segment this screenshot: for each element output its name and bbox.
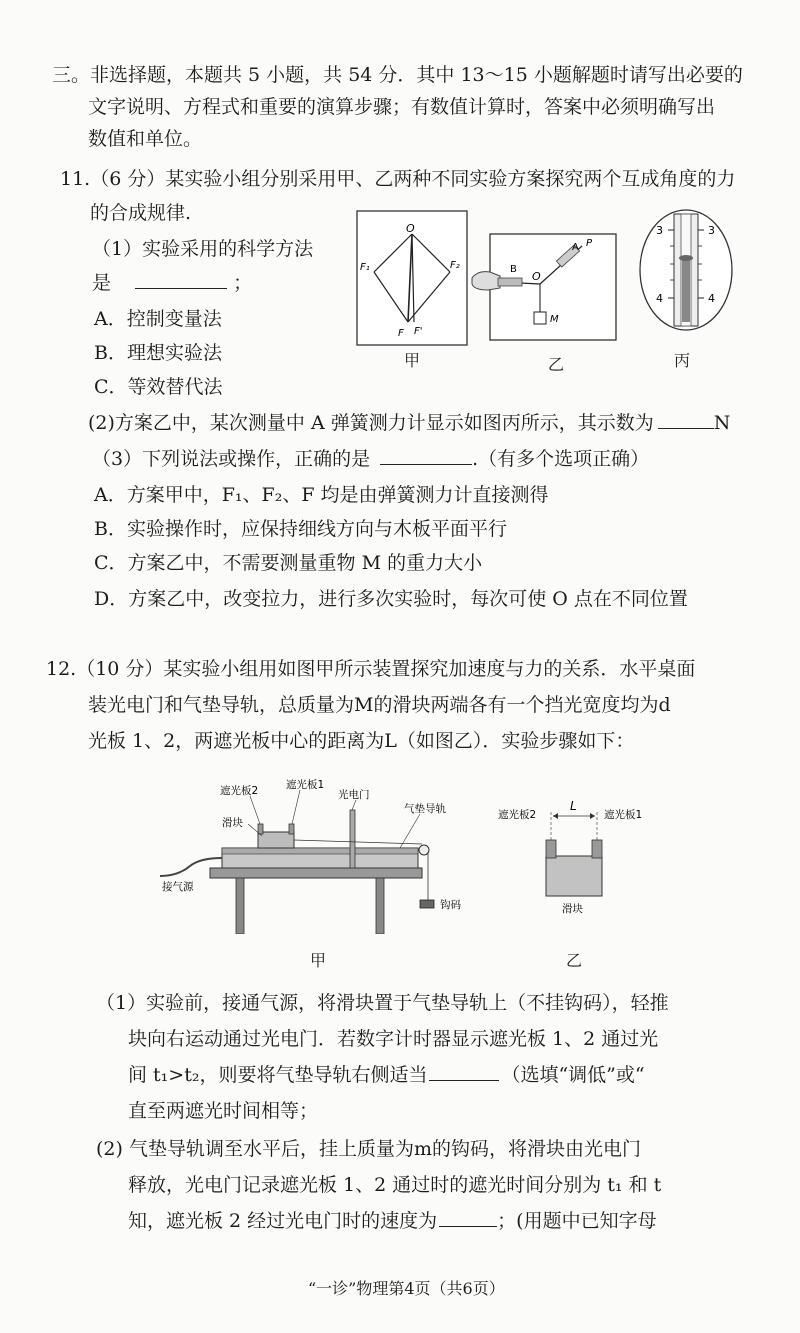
q12-yi-label-slider: 滑块	[562, 903, 583, 915]
q12-part1-line3-prompt: 间 t₁>t₂，则要将气垫导轨右侧适当	[128, 1064, 428, 1086]
q11-bing-tick-4-right: 4	[708, 292, 715, 305]
q12-stem-line2: 装光电门和气垫导轨，总质量为M的滑块两端各有一个挡光宽度均为d	[88, 694, 671, 716]
q12-jia-label-rail: 气垫导轨	[404, 803, 446, 815]
q12-jia-label-weight: 钩码	[440, 899, 461, 911]
q11-jia-label-f2: F₂	[450, 260, 460, 271]
q11-part1-prompt: （1）实验采用的科学方法	[92, 238, 314, 260]
q11-yi-label-a: A	[572, 242, 579, 253]
q12-yi-label-shade2: 遮光板2	[498, 809, 537, 821]
q12-part2-line2: 释放，光电门记录遮光板 1、2 通过时的遮光时间分别为 t₁ 和 t	[128, 1174, 662, 1196]
q11-part1-suffix: ；	[233, 272, 253, 294]
q12-part1-line3-suffix: （选填“调低”或“	[501, 1064, 645, 1086]
q11-statement-a: A．方案甲中，F₁、F₂、F 均是由弹簧测力计直接测得	[94, 484, 549, 506]
q11-yi-label-p: P	[586, 238, 593, 249]
q11-part2-answer-blank[interactable]	[658, 428, 714, 429]
q12-figure-yi-caption: 乙	[566, 951, 583, 970]
q11-stem-line1: 11.（6 分）某实验小组分别采用甲、乙两种不同实验方案探究两个互成角度的力	[60, 168, 736, 190]
q11-part1-answer-blank[interactable]	[135, 288, 227, 289]
q11-figure-yi	[470, 232, 620, 344]
q12-figure-jia-caption: 甲	[310, 951, 327, 970]
q11-statement-d: D．方案乙中，改变拉力，进行多次实验时，每次可使 O 点在不同位置	[94, 588, 688, 610]
q11-option-b: B．理想实验法	[94, 342, 222, 364]
q11-part3-line	[92, 446, 649, 472]
q11-yi-label-b: B	[510, 264, 517, 275]
q11-statement-b: B．实验操作时，应保持细线方向与木板平面平行	[94, 518, 507, 540]
q12-yi-label-l: L	[570, 799, 577, 813]
q11-jia-label-o: O	[406, 222, 415, 235]
q11-jia-label-f: F	[398, 328, 404, 339]
q12-part1-line4: 直至两遮光时间相等；	[128, 1100, 319, 1122]
q11-part3-suffix: .（有多个选项正确）	[472, 448, 650, 470]
q12-stem-line1: 12.（10 分）某实验小组用如图甲所示装置探究加速度与力的关系．水平桌面	[46, 658, 696, 680]
section-instruction-line3: 数值和单位。	[88, 128, 203, 150]
q11-yi-label-o: O	[532, 270, 541, 283]
q11-stem-line2: 的合成规律.	[90, 202, 192, 224]
page-footer: “一诊”物理第4页（共6页）	[308, 1279, 505, 1298]
q12-part1-line3	[128, 1062, 645, 1088]
q11-bing-tick-4-left: 4	[656, 292, 663, 305]
section-instruction-line1: 三。非选择题，本题共 5 小题，共 54 分．其中 13～15 小题解题时请写出必要的	[52, 64, 743, 86]
q12-figure-yi	[496, 796, 656, 926]
q12-jia-label-shade2: 遮光板2	[220, 785, 259, 797]
q11-part3-answer-blank[interactable]	[380, 464, 472, 465]
q11-yi-label-m: M	[550, 314, 559, 325]
q11-part3-prompt: （3）下列说法或操作，正确的是	[92, 448, 371, 470]
q12-part1-answer-blank[interactable]	[429, 1080, 499, 1081]
q12-part2-line3	[128, 1208, 657, 1234]
q11-figure-bing-caption: 丙	[674, 351, 691, 370]
q11-figure-jia-caption: 甲	[404, 351, 421, 370]
q11-jia-label-fprime: F'	[414, 326, 423, 337]
q12-yi-label-shade1: 遮光板1	[604, 809, 643, 821]
q12-part2-line3-suffix: ；(用题中已知字母	[497, 1210, 657, 1232]
section-instruction-line2: 文字说明、方程式和重要的演算步骤；有数值计算时，答案中必须明确写出	[88, 96, 716, 118]
q12-part2-line3-prompt: 知，遮光板 2 经过光电门时的速度为	[128, 1210, 438, 1232]
q11-part1-answer-line	[92, 270, 252, 296]
q11-bing-tick-3-right: 3	[708, 224, 715, 237]
q12-jia-label-gate: 光电门	[338, 789, 370, 801]
q11-option-c: C．等效替代法	[94, 376, 223, 398]
q12-jia-label-shade1: 遮光板1	[286, 779, 325, 791]
q12-part1-line2: 块向右运动通过光电门．若数字计时器显示遮光板 1、2 通过光	[128, 1028, 659, 1050]
q11-option-a: A．控制变量法	[94, 308, 222, 330]
q11-figure-jia	[356, 210, 468, 360]
q11-part1-prefix: 是	[92, 272, 112, 294]
q12-part1-line1: （1）实验前，接通气源，将滑块置于气垫导轨上（不挂钩码），轻推	[96, 992, 669, 1014]
q11-statement-c: C．方案乙中，不需要测量重物 M 的重力大小	[94, 552, 483, 574]
q12-jia-label-slider: 滑块	[222, 817, 243, 829]
q11-part2-unit: N	[713, 412, 731, 434]
q12-jia-label-air: 接气源	[162, 881, 194, 893]
q12-part2-line1: (2) 气垫导轨调至水平后，挂上质量为m的钩码，将滑块由光电门	[96, 1138, 641, 1160]
q11-figure-yi-caption: 乙	[548, 355, 565, 374]
q11-part2-line	[88, 410, 730, 436]
q11-jia-label-f1: F₁	[360, 262, 370, 273]
q11-part2-prompt: (2)方案乙中，某次测量中 A 弹簧测力计显示如图丙所示，其示数为	[88, 412, 654, 434]
q11-bing-tick-3-left: 3	[656, 224, 663, 237]
q12-stem-line3: 光板 1、2，两遮光板中心的距离为L（如图乙）．实验步骤如下：	[88, 730, 635, 752]
q12-part2-answer-blank[interactable]	[439, 1226, 497, 1227]
q12-figure-jia	[150, 774, 480, 934]
q11-figure-bing	[636, 206, 736, 336]
